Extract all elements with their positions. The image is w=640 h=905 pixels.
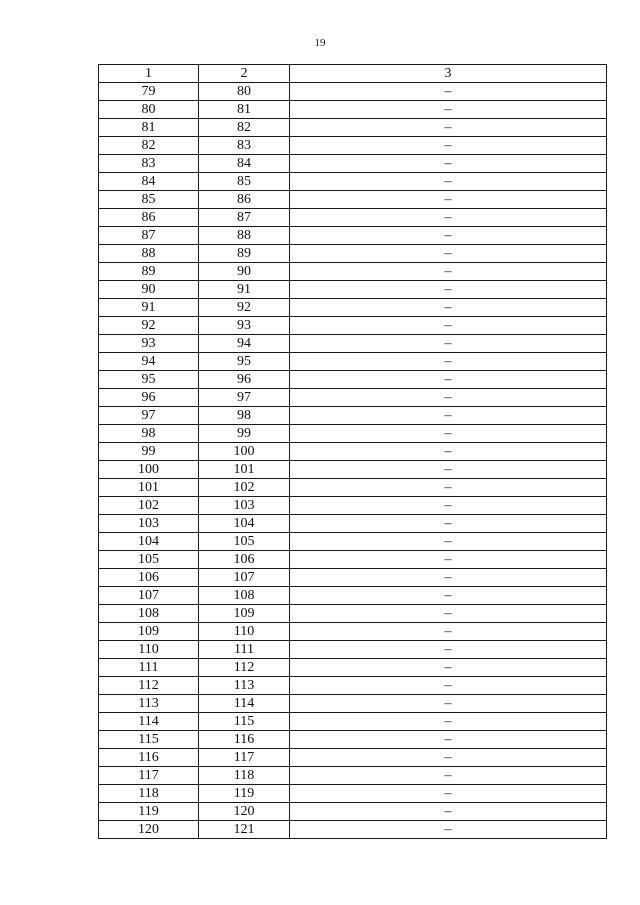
table-row bbox=[99, 821, 607, 839]
table-cell-col-3: – bbox=[290, 677, 607, 695]
table-row bbox=[99, 263, 607, 281]
table-cell-col-2: 103 bbox=[199, 497, 290, 515]
table-row bbox=[99, 641, 607, 659]
table-cell-col-2: 90 bbox=[199, 263, 290, 281]
table-row bbox=[99, 371, 607, 389]
table-cell-col-1: 96 bbox=[99, 389, 199, 407]
table-cell-col-1: 90 bbox=[99, 281, 199, 299]
table-cell-col-3: – bbox=[290, 389, 607, 407]
table-cell-col-2: 108 bbox=[199, 587, 290, 605]
table-cell-col-3: – bbox=[290, 623, 607, 641]
table-cell-col-3: – bbox=[290, 353, 607, 371]
table-cell-col-1: 116 bbox=[99, 749, 199, 767]
table-cell-col-1: 85 bbox=[99, 191, 199, 209]
table-row bbox=[99, 659, 607, 677]
table-cell-col-2: 116 bbox=[199, 731, 290, 749]
table-cell-col-3: – bbox=[290, 497, 607, 515]
table-row bbox=[99, 677, 607, 695]
table-cell-col-1: 80 bbox=[99, 101, 199, 119]
table-cell-col-1: 100 bbox=[99, 461, 199, 479]
table-cell-col-2: 86 bbox=[199, 191, 290, 209]
table-row bbox=[99, 803, 607, 821]
table-cell-col-3: – bbox=[290, 317, 607, 335]
table-cell-col-1: 84 bbox=[99, 173, 199, 191]
table-cell-col-1: 93 bbox=[99, 335, 199, 353]
table-cell-col-3: – bbox=[290, 731, 607, 749]
table-cell-col-1: 79 bbox=[99, 83, 199, 101]
table-cell-col-3: – bbox=[290, 515, 607, 533]
table-cell-col-3: – bbox=[290, 371, 607, 389]
table-row bbox=[99, 623, 607, 641]
table-cell-col-1: 92 bbox=[99, 317, 199, 335]
table-row bbox=[99, 479, 607, 497]
table-cell-col-3: – bbox=[290, 605, 607, 623]
table-cell-col-3: – bbox=[290, 155, 607, 173]
table-cell-col-3: – bbox=[290, 83, 607, 101]
table-cell-col-2: 114 bbox=[199, 695, 290, 713]
table-cell-col-2: 100 bbox=[199, 443, 290, 461]
table-row bbox=[99, 155, 607, 173]
table-cell-col-3: – bbox=[290, 335, 607, 353]
table-cell-col-3: – bbox=[290, 173, 607, 191]
table-cell-col-3: – bbox=[290, 767, 607, 785]
table-cell-col-3: – bbox=[290, 461, 607, 479]
table-cell-col-3: – bbox=[290, 803, 607, 821]
table-cell-col-1: 87 bbox=[99, 227, 199, 245]
table-cell-col-3: – bbox=[290, 101, 607, 119]
table-cell-col-2: 121 bbox=[199, 821, 290, 839]
table-cell-col-2: 96 bbox=[199, 371, 290, 389]
table-cell-col-2: 95 bbox=[199, 353, 290, 371]
table-cell-col-2: 104 bbox=[199, 515, 290, 533]
table-cell-col-1: 106 bbox=[99, 569, 199, 587]
table-cell-col-3: – bbox=[290, 407, 607, 425]
table-cell-col-2: 101 bbox=[199, 461, 290, 479]
table-row bbox=[99, 389, 607, 407]
table-cell-col-2: 85 bbox=[199, 173, 290, 191]
table-cell-col-2: 115 bbox=[199, 713, 290, 731]
table-cell-col-2: 82 bbox=[199, 119, 290, 137]
table-cell-col-2: 84 bbox=[199, 155, 290, 173]
table-cell-col-3: – bbox=[290, 119, 607, 137]
table-row bbox=[99, 569, 607, 587]
table-cell-col-1: 112 bbox=[99, 677, 199, 695]
table-row bbox=[99, 425, 607, 443]
column-header-2: 2 bbox=[199, 65, 290, 83]
table-cell-col-1: 86 bbox=[99, 209, 199, 227]
table-cell-col-2: 99 bbox=[199, 425, 290, 443]
table-cell-col-2: 83 bbox=[199, 137, 290, 155]
table-cell-col-1: 94 bbox=[99, 353, 199, 371]
table-cell-col-3: – bbox=[290, 263, 607, 281]
table-cell-col-3: – bbox=[290, 641, 607, 659]
table-cell-col-2: 107 bbox=[199, 569, 290, 587]
table-row bbox=[99, 209, 607, 227]
table-cell-col-1: 109 bbox=[99, 623, 199, 641]
table-row bbox=[99, 173, 607, 191]
table-cell-col-2: 93 bbox=[199, 317, 290, 335]
table-row bbox=[99, 227, 607, 245]
table-row bbox=[99, 281, 607, 299]
table-cell-col-1: 103 bbox=[99, 515, 199, 533]
table-cell-col-1: 81 bbox=[99, 119, 199, 137]
table-cell-col-2: 97 bbox=[199, 389, 290, 407]
table-row bbox=[99, 335, 607, 353]
table-row bbox=[99, 353, 607, 371]
table-cell-col-3: – bbox=[290, 821, 607, 839]
table-cell-col-3: – bbox=[290, 533, 607, 551]
table-row bbox=[99, 101, 607, 119]
table-row bbox=[99, 785, 607, 803]
table-cell-col-3: – bbox=[290, 245, 607, 263]
table-cell-col-1: 99 bbox=[99, 443, 199, 461]
data-table bbox=[98, 64, 607, 839]
table-cell-col-3: – bbox=[290, 137, 607, 155]
table-cell-col-2: 91 bbox=[199, 281, 290, 299]
table-row bbox=[99, 749, 607, 767]
table-cell-col-1: 118 bbox=[99, 785, 199, 803]
table-cell-col-1: 113 bbox=[99, 695, 199, 713]
page-number: 19 bbox=[314, 37, 326, 49]
table-row bbox=[99, 533, 607, 551]
table-cell-col-3: – bbox=[290, 443, 607, 461]
table-cell-col-1: 101 bbox=[99, 479, 199, 497]
table-cell-col-1: 82 bbox=[99, 137, 199, 155]
table-cell-col-2: 81 bbox=[199, 101, 290, 119]
table-cell-col-1: 104 bbox=[99, 533, 199, 551]
table-row bbox=[99, 443, 607, 461]
table-cell-col-1: 98 bbox=[99, 425, 199, 443]
table-cell-col-2: 111 bbox=[199, 641, 290, 659]
table-cell-col-2: 105 bbox=[199, 533, 290, 551]
table-cell-col-3: – bbox=[290, 587, 607, 605]
table-row bbox=[99, 515, 607, 533]
table-cell-col-1: 105 bbox=[99, 551, 199, 569]
table-row bbox=[99, 461, 607, 479]
table-cell-col-3: – bbox=[290, 479, 607, 497]
table-cell-col-3: – bbox=[290, 695, 607, 713]
table-cell-col-2: 80 bbox=[199, 83, 290, 101]
table-cell-col-2: 94 bbox=[199, 335, 290, 353]
table-cell-col-3: – bbox=[290, 749, 607, 767]
table-cell-col-3: – bbox=[290, 425, 607, 443]
table-row bbox=[99, 407, 607, 425]
table-cell-col-2: 106 bbox=[199, 551, 290, 569]
table-cell-col-2: 88 bbox=[199, 227, 290, 245]
table-cell-col-2: 119 bbox=[199, 785, 290, 803]
header-row bbox=[99, 65, 607, 83]
table-row bbox=[99, 317, 607, 335]
table-cell-col-1: 115 bbox=[99, 731, 199, 749]
table-cell-col-3: – bbox=[290, 281, 607, 299]
table-cell-col-1: 114 bbox=[99, 713, 199, 731]
table-cell-col-1: 111 bbox=[99, 659, 199, 677]
table-cell-col-2: 98 bbox=[199, 407, 290, 425]
table-row bbox=[99, 245, 607, 263]
table-cell-col-2: 120 bbox=[199, 803, 290, 821]
table-cell-col-1: 102 bbox=[99, 497, 199, 515]
table-cell-col-2: 102 bbox=[199, 479, 290, 497]
table-cell-col-2: 117 bbox=[199, 749, 290, 767]
table-row bbox=[99, 83, 607, 101]
table-cell-col-2: 87 bbox=[199, 209, 290, 227]
table-row bbox=[99, 731, 607, 749]
table-cell-col-2: 92 bbox=[199, 299, 290, 317]
table-cell-col-1: 89 bbox=[99, 263, 199, 281]
table-cell-col-1: 91 bbox=[99, 299, 199, 317]
table-cell-col-3: – bbox=[290, 551, 607, 569]
table-cell-col-3: – bbox=[290, 209, 607, 227]
table-row bbox=[99, 119, 607, 137]
table-row bbox=[99, 191, 607, 209]
table-row bbox=[99, 605, 607, 623]
table-cell-col-1: 97 bbox=[99, 407, 199, 425]
table-cell-col-2: 113 bbox=[199, 677, 290, 695]
table-cell-col-3: – bbox=[290, 713, 607, 731]
table-cell-col-3: – bbox=[290, 299, 607, 317]
table-cell-col-3: – bbox=[290, 659, 607, 677]
table-row bbox=[99, 551, 607, 569]
table-cell-col-1: 110 bbox=[99, 641, 199, 659]
table-cell-col-1: 117 bbox=[99, 767, 199, 785]
table-row bbox=[99, 767, 607, 785]
table-row bbox=[99, 713, 607, 731]
table-cell-col-2: 110 bbox=[199, 623, 290, 641]
table-body bbox=[99, 83, 607, 839]
table-cell-col-3: – bbox=[290, 785, 607, 803]
column-header-1: 1 bbox=[99, 65, 199, 83]
table-cell-col-3: – bbox=[290, 191, 607, 209]
table-cell-col-2: 109 bbox=[199, 605, 290, 623]
table-cell-col-2: 118 bbox=[199, 767, 290, 785]
table-cell-col-1: 88 bbox=[99, 245, 199, 263]
column-header-3: 3 bbox=[290, 65, 607, 83]
table-row bbox=[99, 497, 607, 515]
table-cell-col-3: – bbox=[290, 569, 607, 587]
table-cell-col-1: 83 bbox=[99, 155, 199, 173]
table-cell-col-3: – bbox=[290, 227, 607, 245]
table-row bbox=[99, 695, 607, 713]
table-row bbox=[99, 587, 607, 605]
table-cell-col-1: 107 bbox=[99, 587, 199, 605]
table-cell-col-1: 108 bbox=[99, 605, 199, 623]
table-row bbox=[99, 137, 607, 155]
table-cell-col-1: 120 bbox=[99, 821, 199, 839]
table-cell-col-2: 89 bbox=[199, 245, 290, 263]
table-cell-col-1: 95 bbox=[99, 371, 199, 389]
table-row bbox=[99, 299, 607, 317]
table-cell-col-2: 112 bbox=[199, 659, 290, 677]
table-cell-col-1: 119 bbox=[99, 803, 199, 821]
